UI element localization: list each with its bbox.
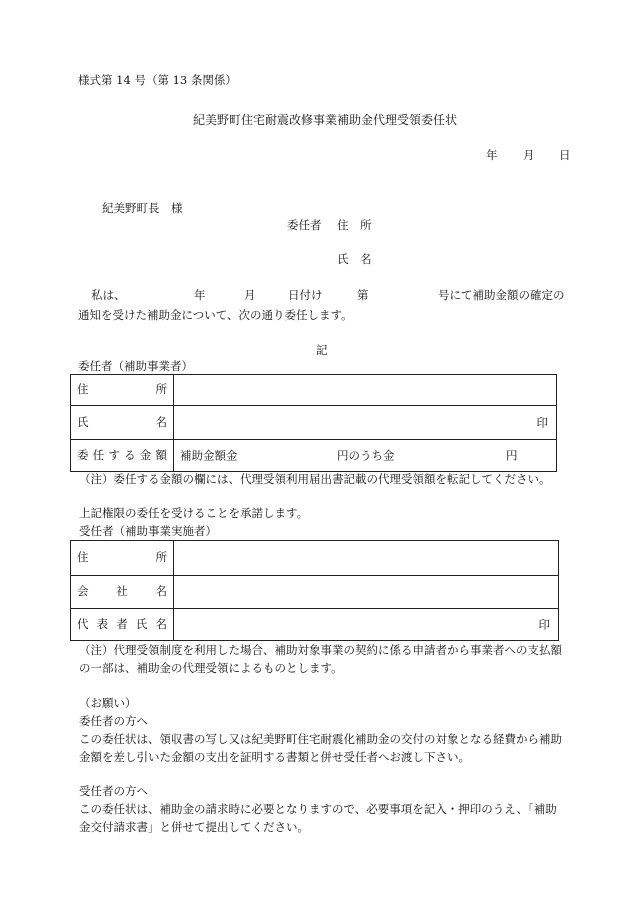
delegatee-request-line1: この委任状は、補助金の請求時に必要となりますので、必要事項を記入・押印のうえ、「補助 — [79, 802, 557, 816]
company-name-cell-label: 会社名 — [71, 576, 174, 609]
delegatee-table — [70, 540, 559, 641]
document-title: 紀美野町住宅耐震改修事業補助金代理受領委任状 — [193, 113, 458, 127]
table2-note-line2: の一部は、補助金の代理受領によるものとします。 — [79, 661, 343, 675]
ki-heading: 記 — [316, 343, 328, 357]
addressee: 紀美野町長 様 — [102, 201, 183, 215]
representative-name-field[interactable] — [174, 609, 559, 641]
amount-total-label: 補助金額金 — [180, 447, 238, 462]
seal-mark: 印 — [538, 616, 550, 631]
delegator-name-cell-label: 氏名 — [71, 406, 174, 440]
date-year-label: 年 — [486, 148, 498, 162]
delegated-amount-field[interactable] — [174, 440, 557, 472]
delegatee-address-field[interactable] — [174, 541, 559, 576]
delegator-address-cell-label: 住所 — [71, 375, 174, 406]
delegator-request-line1: この委任状は、領収書の写し又は紀美野町住宅耐震化補助金の交付の対象となる経費から補助 — [79, 732, 562, 746]
statement-line2: 通知を受けた補助金について、次の通り委任します。 — [78, 308, 353, 322]
company-name-field[interactable] — [174, 576, 559, 609]
delegator-request-line2: 金額を差し引いた金額の支出を証明する書類と併せ受任者へお渡し下さい。 — [79, 750, 470, 764]
delegator-address-label: 住 所 — [337, 218, 372, 232]
amount-end-label: 円 — [506, 447, 518, 462]
delegatee-request-heading: 受任者の方へ — [79, 784, 148, 798]
delegatee-address-cell-label: 住所 — [71, 541, 174, 576]
delegator-name-label: 氏 名 — [337, 252, 372, 266]
request-heading: （お願い） — [79, 696, 137, 710]
representative-name-label: 代表者氏名 — [71, 609, 174, 641]
date-month-label: 月 — [523, 148, 535, 162]
statement-number-prefix: 第 — [357, 288, 369, 302]
delegator-role: 委任者 — [287, 218, 322, 232]
form-number: 様式第 14 号（第 13 条関係） — [78, 73, 237, 87]
delegator-address-field[interactable] — [174, 375, 557, 406]
statement-number-suffix: 号にて補助金額の確定の — [438, 288, 565, 302]
delegatee-request-line2: 金交付請求書」と併せて提出してください。 — [79, 820, 309, 834]
table-row — [71, 609, 559, 641]
acceptance-text: 上記権限の委任を受けることを承諾します。 — [79, 506, 309, 520]
table-row — [71, 576, 559, 609]
statement-dated: 日付け — [288, 288, 323, 302]
statement-part: 私は、 — [91, 288, 126, 302]
seal-mark: 印 — [536, 414, 548, 429]
statement-year: 年 — [194, 288, 206, 302]
table2-caption: 受任者（補助事業実施者） — [79, 524, 217, 538]
table2-note-line1: （注）代理受領制度を利用した場合、補助対象事業の契約に係る申請者から事業者への支払額 — [79, 643, 562, 657]
date-day-label: 日 — [559, 148, 571, 162]
delegator-name-field[interactable] — [174, 406, 557, 440]
table-row — [71, 406, 557, 440]
table-row — [71, 541, 559, 576]
statement-month: 月 — [244, 288, 256, 302]
delegator-table — [70, 374, 557, 472]
table1-caption: 委任者（補助事業者） — [78, 359, 193, 373]
amount-mid-label: 円のうち金 — [337, 447, 395, 462]
delegator-request-heading: 委任者の方へ — [79, 714, 148, 728]
table1-note: （注）委任する金額の欄には、代理受領利用届出書記載の代理受領額を転記してください。 — [79, 472, 551, 486]
delegated-amount-label: 委任する金額 — [71, 440, 174, 472]
table-row — [71, 375, 557, 406]
table-row — [71, 440, 557, 472]
